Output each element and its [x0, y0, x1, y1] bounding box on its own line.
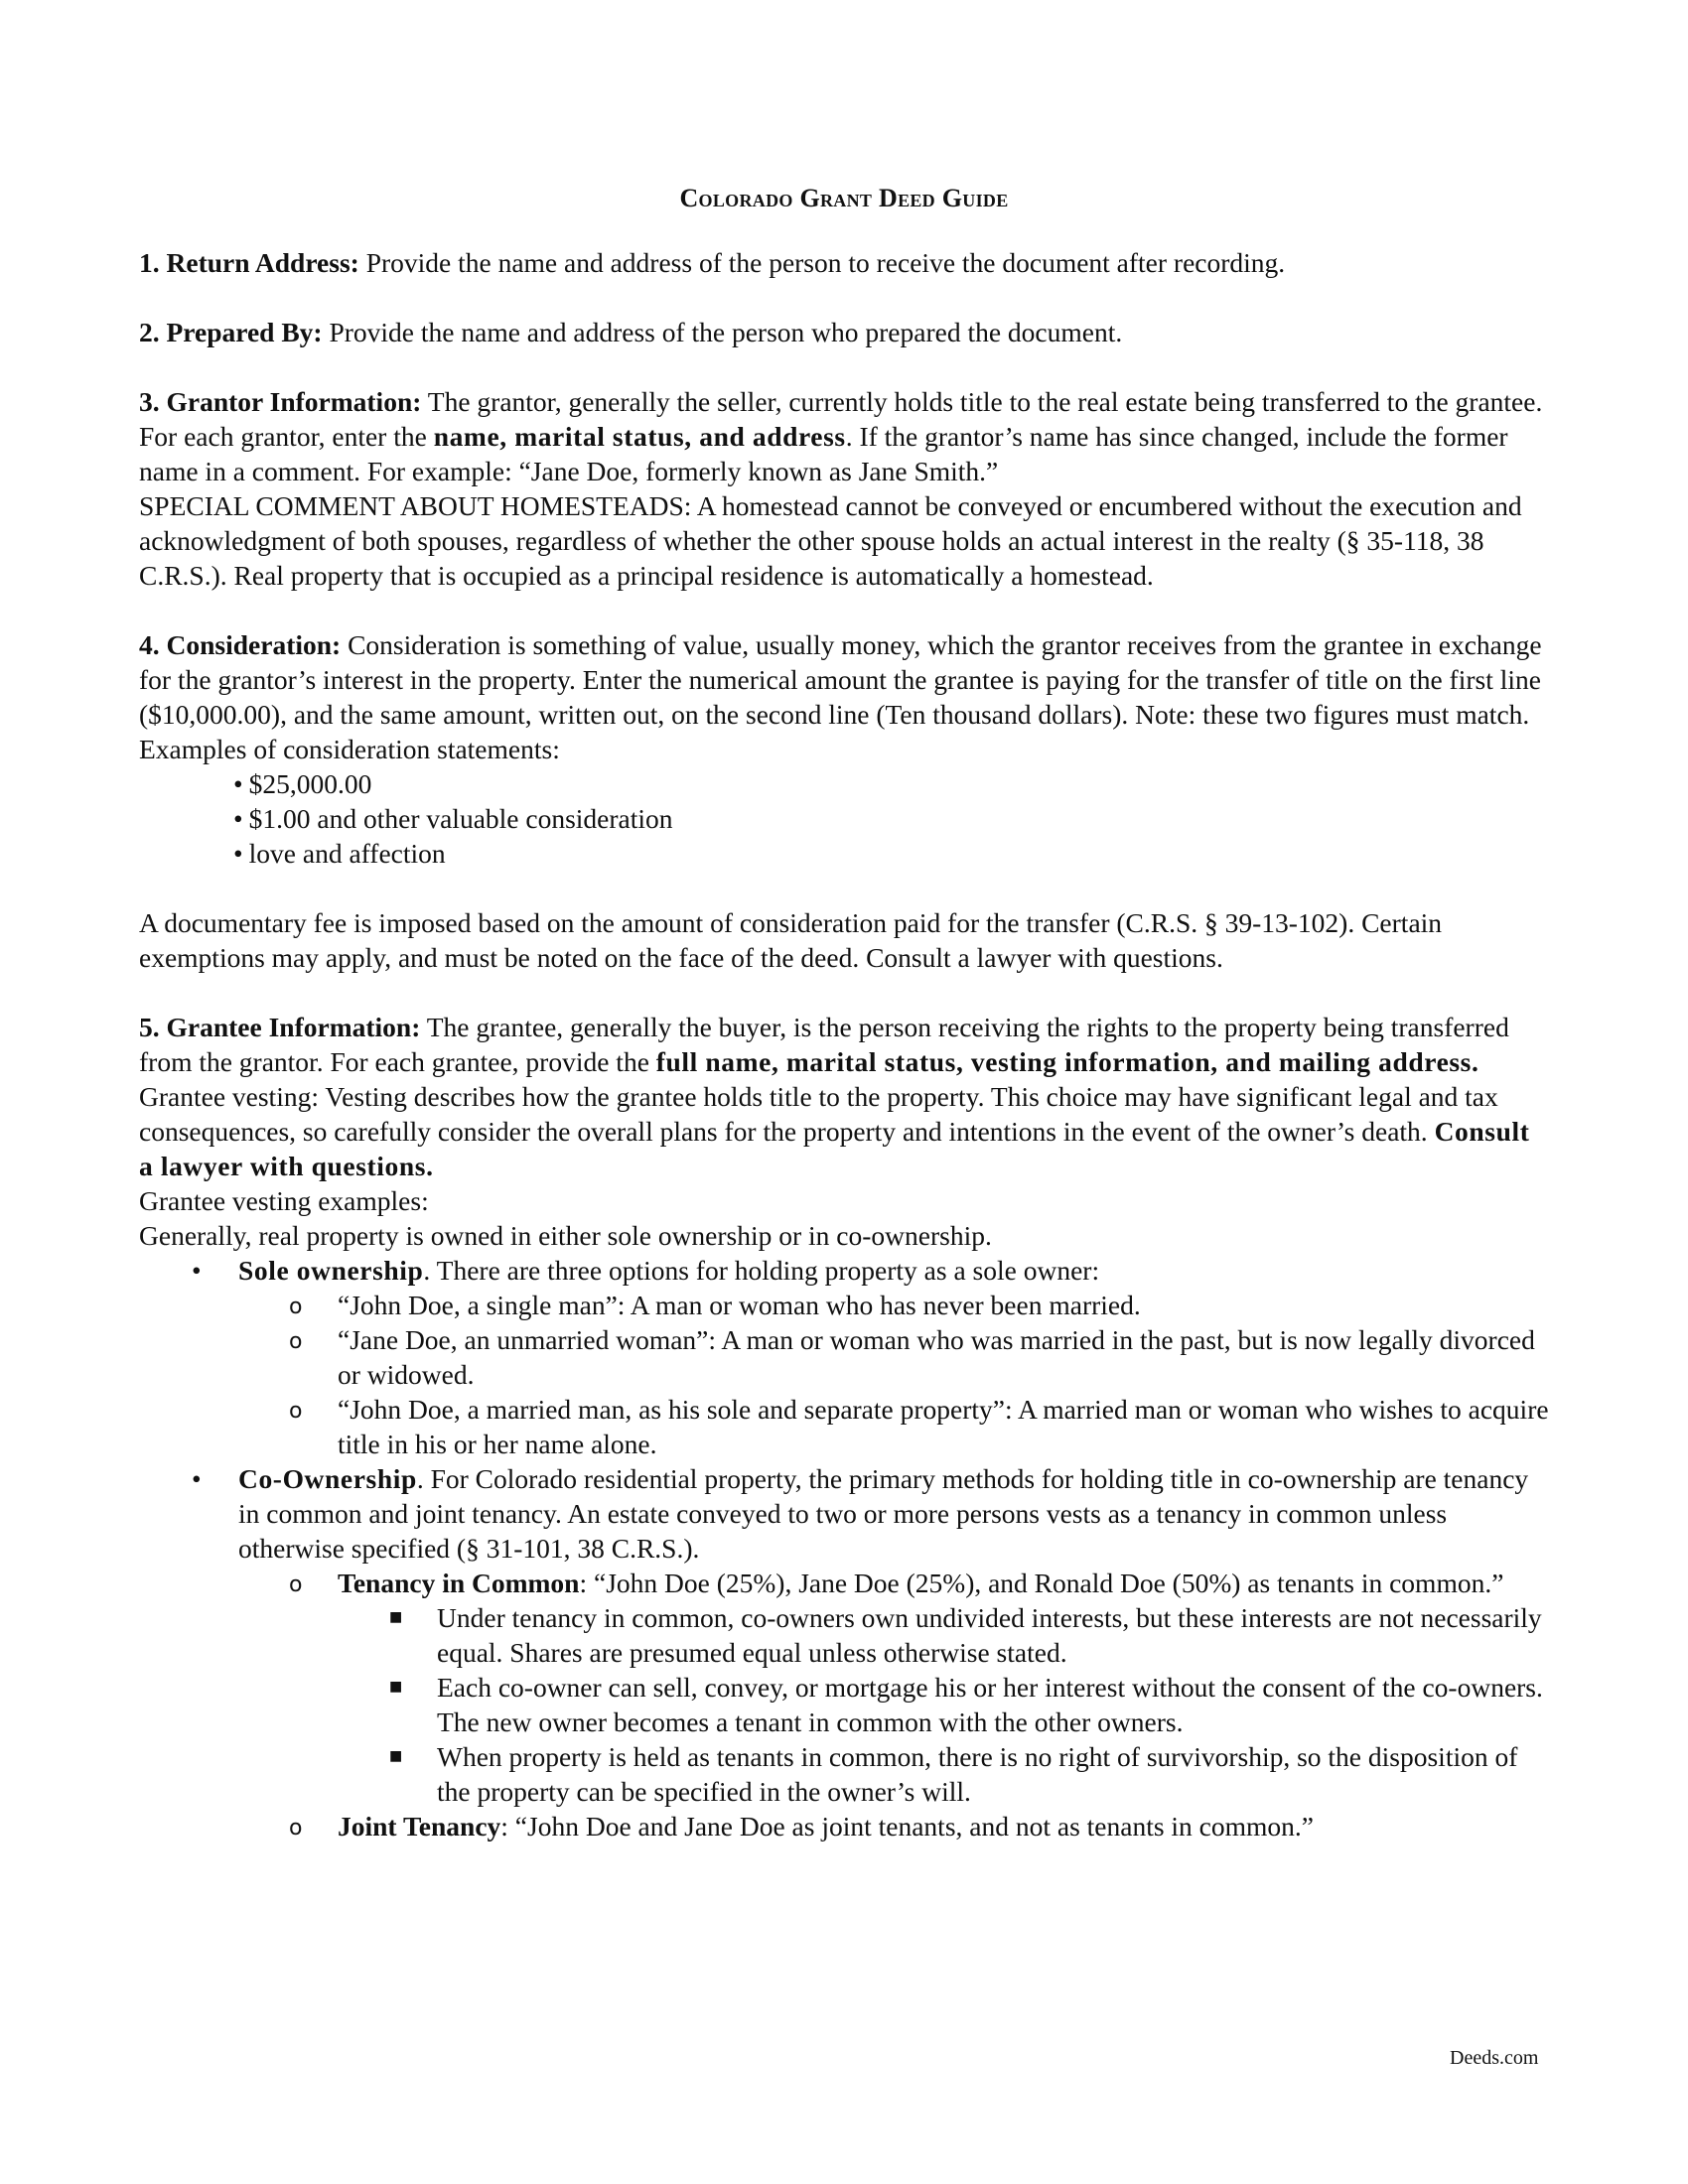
section-text: The grantor, generally the seller, currently holds title to the real estate being transferred to the grantee. For each grantor, enter the — [139, 386, 1543, 452]
section-label: 1. Return Address: — [139, 247, 359, 278]
list-item-joint-tenancy — [238, 1809, 1549, 1843]
document-body — [139, 169, 1549, 1843]
grantee-paragraph — [139, 1010, 1549, 1183]
bold-text: Consult a lawyer with questions. — [139, 1116, 1530, 1181]
section-label: 4. Consideration: — [139, 629, 342, 660]
bullet-icon: • — [192, 1255, 202, 1286]
section-consideration — [139, 627, 1549, 871]
section-grantee-information — [139, 1010, 1549, 1843]
bold-text: name, marital status, and address — [433, 421, 846, 452]
circle-bullet-icon: o — [289, 1572, 303, 1597]
section-text: Consideration is something of value, usually money, which the grantor receives from the grantee in exchange for the grantor’s interest in the property. Enter the numerical amount the grantee is paying for the transfer of title on the first line ($10,000.00), and the same amount, written out, on the second line (Ten thousand dollars). Note: these two figures must match. — [139, 629, 1542, 730]
item-text: . There are three options for holding property as a sole owner: — [423, 1255, 1100, 1286]
bullet-icon: • — [192, 1463, 202, 1494]
section-return-address — [139, 245, 1549, 280]
joint-tenancy-text — [338, 1811, 1314, 1842]
list-item — [338, 1600, 1549, 1670]
section-label: 5. Grantee Information: — [139, 1012, 421, 1042]
item-text: “John Doe, a single man”: A man or woman who has never been married. — [338, 1290, 1141, 1320]
tenancy-in-common-text — [338, 1568, 1503, 1598]
section-text: Provide the name and address of the person who prepared the document. — [322, 317, 1123, 347]
circle-bullet-icon: o — [289, 1399, 303, 1424]
bold-text: Sole ownership — [238, 1255, 424, 1286]
list-item — [338, 1670, 1549, 1739]
bold-text: Joint Tenancy — [338, 1811, 501, 1842]
section-label: 3. Grantor Information: — [139, 386, 422, 417]
section-text: Provide the name and address of the person to receive the document after recording. — [358, 247, 1286, 278]
bold-text: Tenancy in Common — [338, 1568, 580, 1598]
item-text: : “John Doe and Jane Doe as joint tenants, and not as tenants in common.” — [500, 1811, 1314, 1842]
bold-text: full name, marital status, vesting information, and mailing address. — [655, 1046, 1479, 1077]
vesting-generally: Generally, real property is owned in either sole ownership or in co-ownership. — [139, 1220, 992, 1251]
consideration-examples-list — [233, 766, 1549, 871]
list-item — [238, 1288, 1549, 1322]
circle-bullet-icon: o — [289, 1329, 303, 1354]
co-ownership-options — [238, 1566, 1549, 1843]
footer-brand: Deeds.com — [1450, 2047, 1539, 2069]
page-title: Colorado Grant Deed Guide — [679, 184, 1009, 212]
documentary-fee-note: A documentary fee is imposed based on the amount of consideration paid for the transfer (C.R.S. § 39-13-102). Certain exemptions may apply, and must be noted on the face of the deed. Consult a lawyer with questions. — [139, 907, 1443, 973]
square-bullet-icon: ■ — [389, 1609, 403, 1625]
tenancy-in-common-details — [338, 1600, 1549, 1809]
item-text: . For Colorado residential property, the primary methods for holding title in co-ownership are tenancy in common and joint tenancy. An estate conveyed to two or more persons vests as a tenancy in common unless otherwise specified (§ 31-101, 38 C.R.S.). — [238, 1463, 1529, 1564]
section-text: Grantee vesting: Vesting describes how the grantee holds title to the property. This choice may have significant legal and tax consequences, so carefully consider the overall plans for the property and intentions in the event of the owner’s death. — [139, 1081, 1498, 1147]
item-text: Each co-owner can sell, convey, or mortgage his or her interest without the consent of the co-owners. The new owner becomes a tenant in common with the other owners. — [437, 1672, 1543, 1737]
list-item: • $25,000.00 — [233, 766, 1549, 801]
circle-bullet-icon: o — [289, 1816, 303, 1841]
list-item — [238, 1322, 1549, 1392]
special-comment-label: SPECIAL COMMENT ABOUT HOMESTEADS — [139, 490, 684, 521]
item-text: Under tenancy in common, co-owners own undivided interests, but these interests are not necessarily equal. Shares are presumed equal unless otherwise stated. — [437, 1602, 1542, 1668]
co-ownership-text — [238, 1463, 1528, 1564]
section-text: . If the grantor’s name has since changed, include the former name in a comment. For example: “Jane Doe, formerly known as Jane Smith.” — [139, 421, 1508, 486]
vesting-intro: Grantee vesting examples: — [139, 1185, 429, 1216]
consideration-paragraph — [139, 627, 1549, 732]
section-text: The grantee, generally the buyer, is the person receiving the rights to the property being transferred from the grantor. For each grantee, provide the — [139, 1012, 1509, 1077]
list-item-co-ownership — [139, 1461, 1549, 1843]
item-text: “John Doe, a married man, as his sole and separate property”: A married man or woman who wishes to acquire title in his or her name alone. — [338, 1394, 1549, 1459]
square-bullet-icon: ■ — [389, 1748, 403, 1764]
circle-bullet-icon: o — [289, 1295, 303, 1319]
list-item: • love and affection — [233, 836, 1549, 871]
item-text: “Jane Doe, an unmarried woman”: A man or woman who was married in the past, but is now legally divorced or widowed. — [338, 1324, 1535, 1390]
examples-intro: Examples of consideration statements: — [139, 734, 560, 764]
list-item — [238, 1392, 1549, 1461]
section-label: 2. Prepared By: — [139, 317, 323, 347]
item-text: When property is held as tenants in common, there is no right of survivorship, so the disposition of the property can be specified in the owner’s will. — [437, 1741, 1518, 1807]
section-grantor-information — [139, 384, 1549, 593]
square-bullet-icon: ■ — [389, 1679, 403, 1695]
bold-text: Co-Ownership — [238, 1463, 417, 1494]
special-comment-text: : A homestead cannot be conveyed or encumbered without the execution and acknowledgment of both spouses, regardless of whether the other spouse holds an actual interest in the realty (§ 35-118, 38 C.R.S.). Real property that is occupied as a principal residence is automatically a homestead. — [139, 490, 1522, 591]
homestead-comment — [139, 488, 1549, 593]
list-item-sole-ownership — [139, 1253, 1549, 1461]
list-item-tenancy-in-common — [238, 1566, 1549, 1809]
item-text: : “John Doe (25%), Jane Doe (25%), and Ronald Doe (50%) as tenants in common.” — [579, 1568, 1504, 1598]
list-item: • $1.00 and other valuable consideration — [233, 801, 1549, 836]
list-item — [338, 1739, 1549, 1809]
vesting-list — [139, 1253, 1549, 1843]
grantor-paragraph — [139, 384, 1549, 488]
sole-ownership-text — [238, 1255, 1099, 1286]
sole-ownership-options — [238, 1288, 1549, 1461]
section-prepared-by — [139, 315, 1549, 349]
